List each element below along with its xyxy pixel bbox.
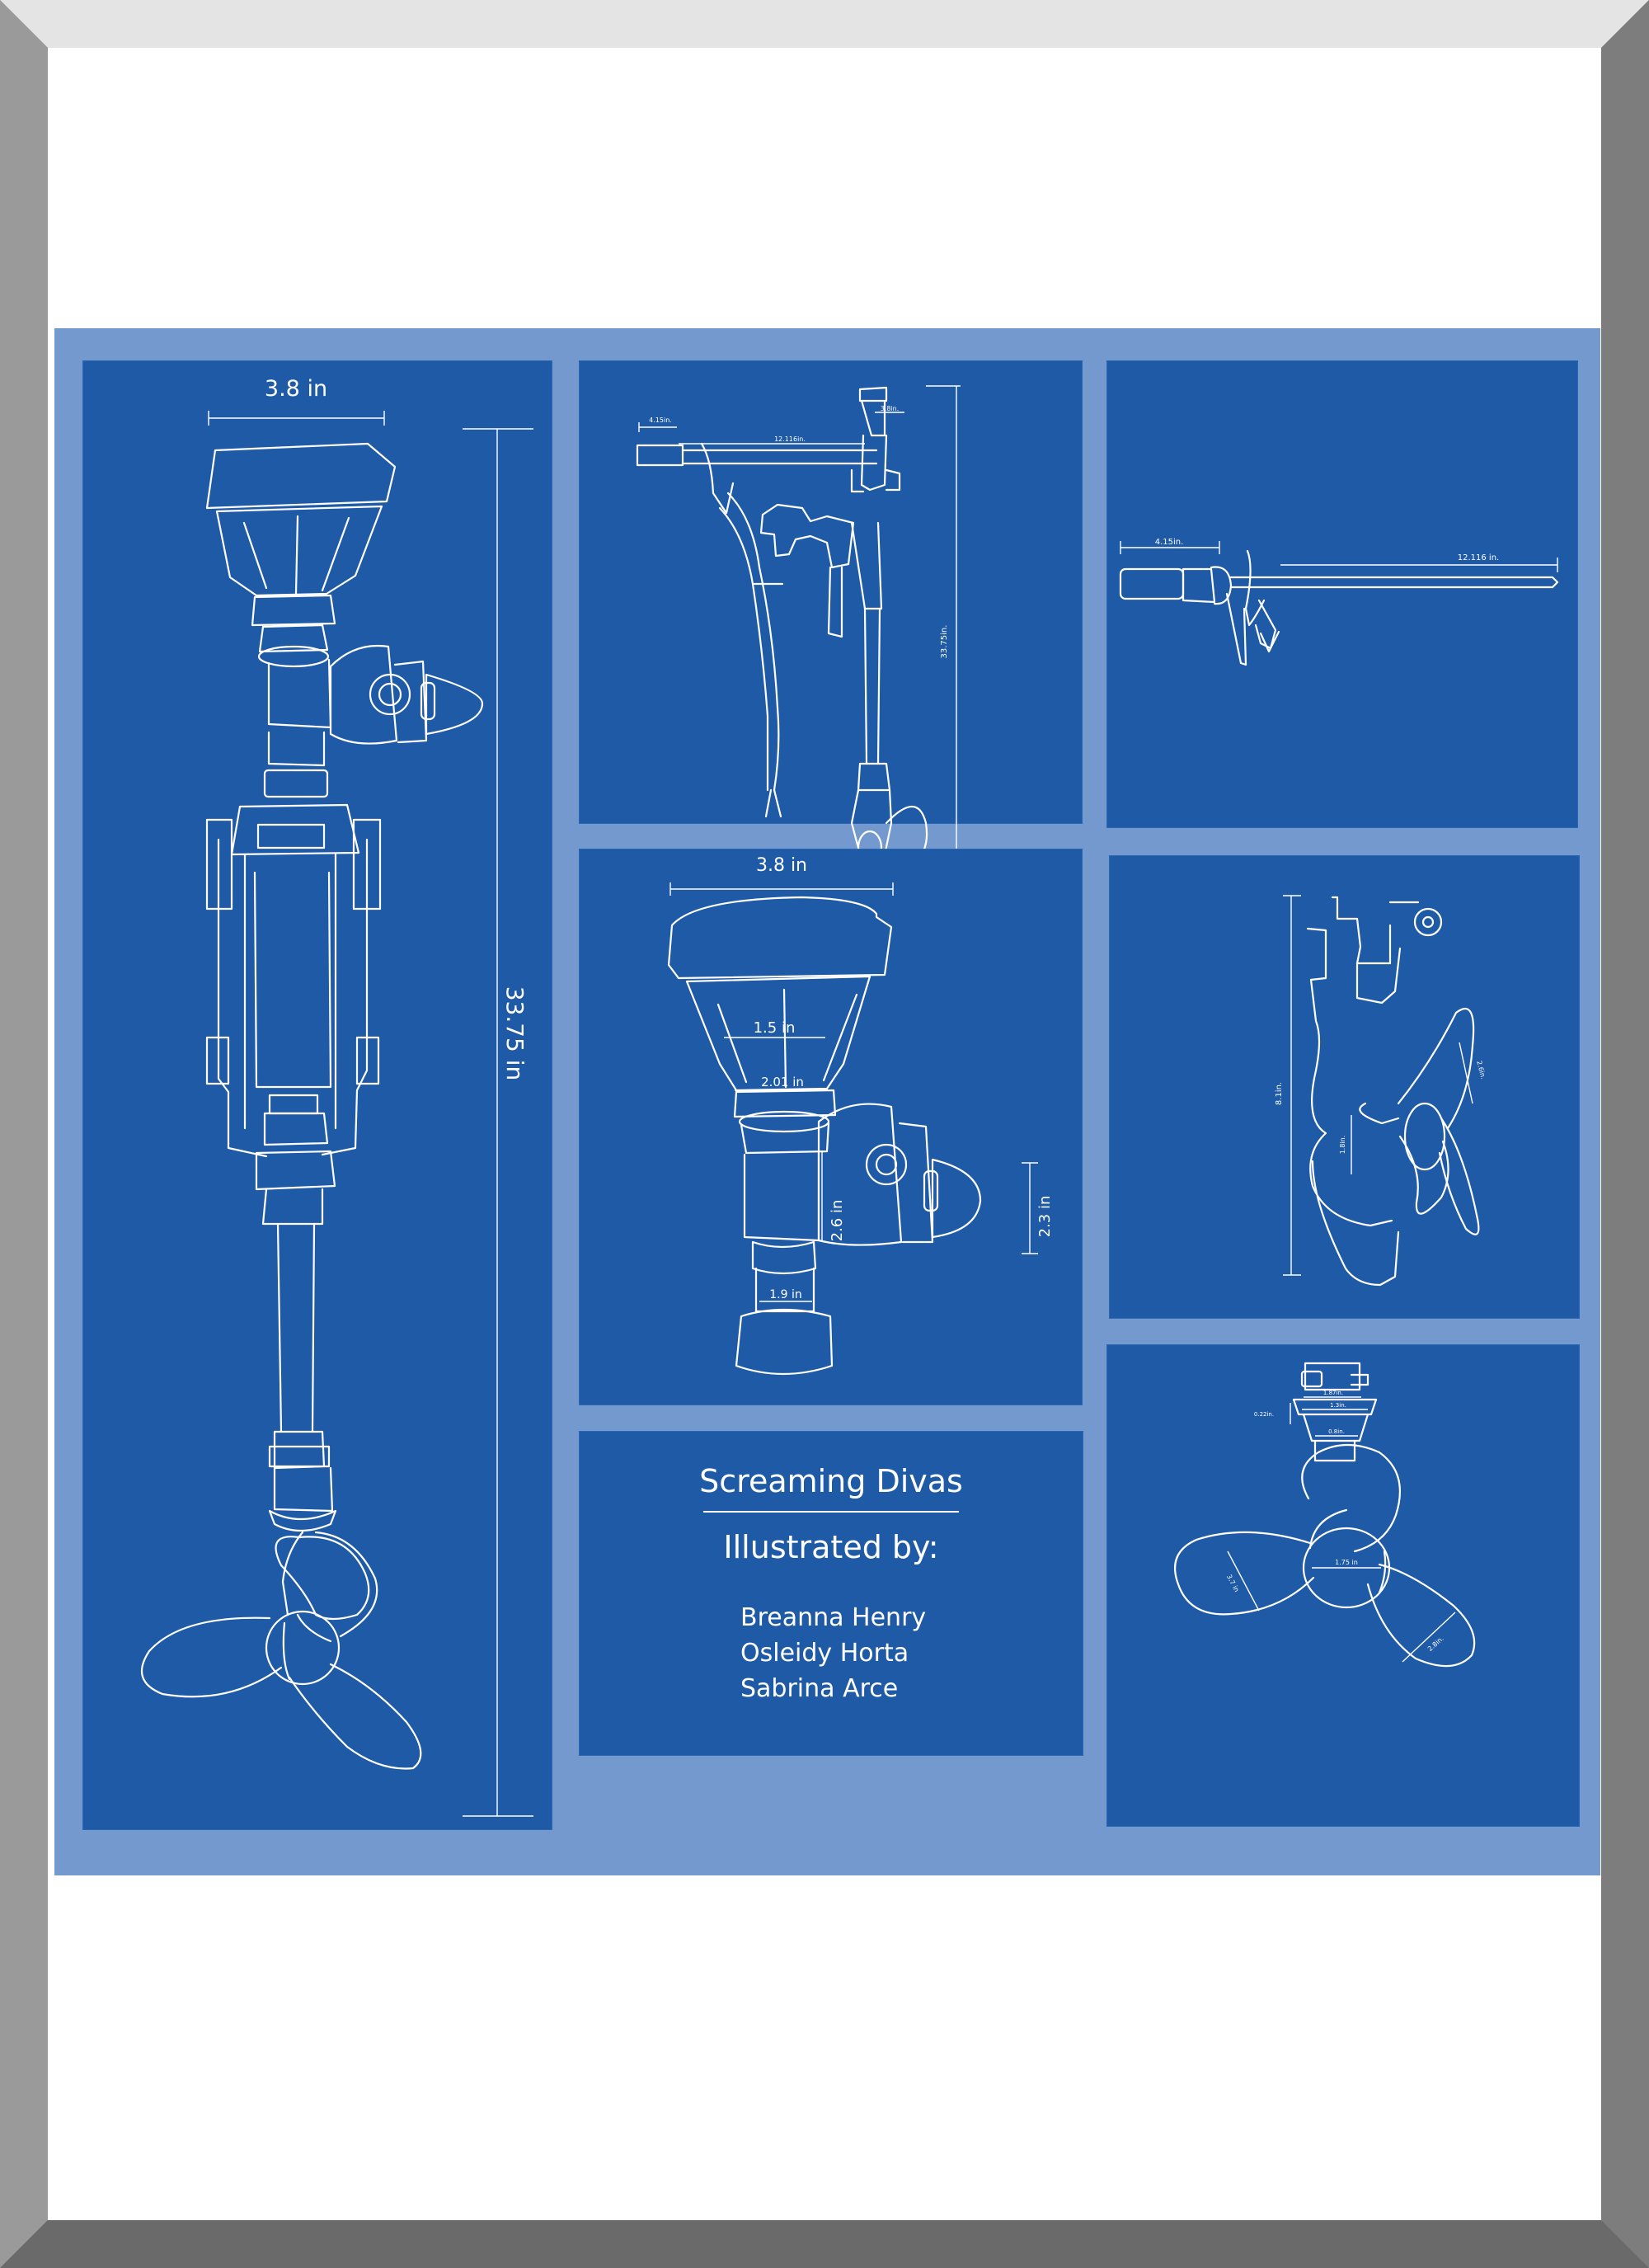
prop-blade-right-label: 2.8in. (1426, 1635, 1445, 1654)
head-detail-drawing (580, 849, 1082, 1405)
head-body-label: 2.6 in (829, 1199, 846, 1242)
head-width-label: 3.8 in (755, 855, 808, 876)
side-handle-label: 4.15in. (649, 416, 672, 424)
head-base-label: 1.9 in (769, 1288, 802, 1301)
panel-side-view (580, 361, 1082, 823)
panel-head-detail (580, 849, 1082, 1405)
illustrator-name: Osleidy Horta (740, 1639, 909, 1668)
motor-shaft (270, 1224, 336, 1531)
illustrator-name: Breanna Henry (740, 1603, 927, 1632)
full-propeller (142, 1532, 420, 1768)
lower-unit-outline (1308, 897, 1487, 1285)
prop-top-label: 1.87in. (1322, 1390, 1344, 1396)
side-motor-outline (637, 388, 927, 897)
panel-full-motor (83, 361, 552, 1829)
lower-unit-drawing (1110, 856, 1579, 1318)
head-inner-label: 1.5 in (753, 1019, 796, 1037)
head-detail-outline (669, 897, 1054, 1374)
prop-side-label: 0.22in. (1253, 1411, 1275, 1418)
head-collar-label: 2.01 in (761, 1075, 804, 1089)
prop-mid-label: 1.3in. (1330, 1402, 1346, 1409)
prop-low-label: 0.8in. (1328, 1428, 1345, 1435)
illustrated-by-heading: Illustrated by: (723, 1529, 939, 1565)
handle-outline (1120, 551, 1557, 665)
side-view-drawing (580, 361, 1082, 823)
prop-hub-label: 1.75 in (1335, 1559, 1358, 1566)
illustrator-name: Sabrina Arce (740, 1674, 899, 1703)
side-height-label: 33.75in. (940, 624, 949, 659)
title-underline (703, 1511, 959, 1513)
credits-block (580, 1432, 1083, 1755)
panel-lower-unit (1110, 856, 1579, 1318)
full-motor-drawing (83, 361, 552, 1829)
side-head-label: 3.8in. (880, 405, 900, 412)
illustrator-names (740, 1600, 926, 1706)
side-shaft-label: 12.116in. (774, 435, 806, 443)
propeller-detail-outline (1175, 1363, 1474, 1666)
motor-head (207, 444, 482, 744)
handle-length-label: 4.15in. (1154, 538, 1184, 547)
head-side-label: 2.3 in (1036, 1195, 1054, 1238)
panel-propeller-detail (1107, 1345, 1579, 1826)
width-dimension-label: 3.8 in (264, 376, 328, 402)
propeller-detail-drawing (1107, 1345, 1579, 1826)
prop-blade-left-label: 3.7 in (1224, 1573, 1241, 1593)
blueprint-sheet (54, 328, 1600, 1875)
handle-drawing (1107, 361, 1577, 827)
lower-height-label: 8.1in. (1275, 1081, 1284, 1106)
panel-credits (580, 1432, 1083, 1755)
motor-mount (207, 732, 380, 1224)
height-dimension-label: 33.75 in (501, 986, 529, 1081)
panel-handle-view (1107, 361, 1577, 827)
handle-shaft-label: 12.116 in. (1457, 553, 1500, 562)
lower-blade-label: 2.6in. (1475, 1060, 1487, 1080)
book-title: Screaming Divas (699, 1463, 963, 1499)
lower-hub-label: 1.8in. (1339, 1135, 1346, 1155)
